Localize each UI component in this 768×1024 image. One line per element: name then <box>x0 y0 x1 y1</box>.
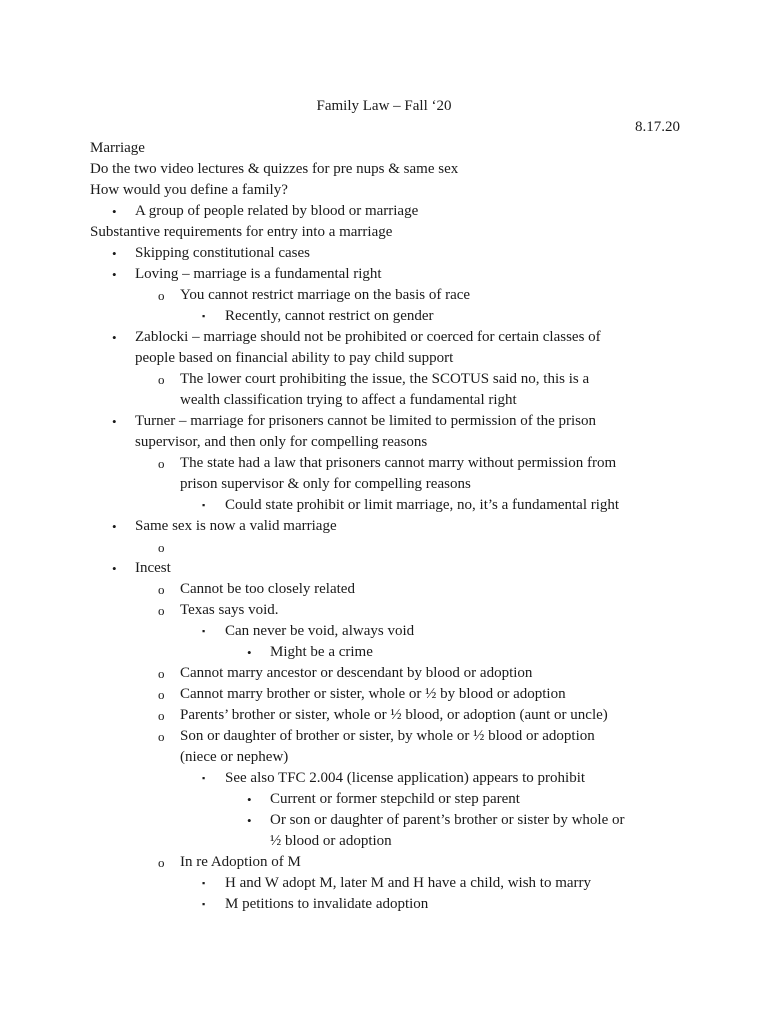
outline-item <box>90 306 680 327</box>
outline-text: Or son or daughter of parent’s brother or sister by whole or <box>270 812 625 828</box>
ring-bullet-icon: o <box>158 687 165 702</box>
outline-text: How would you define a family? <box>90 182 288 198</box>
outline-item <box>90 201 680 222</box>
dot-bullet-icon: • <box>112 204 117 219</box>
ring-bullet-icon: o <box>158 666 165 681</box>
outline-text: Can never be void, always void <box>225 623 415 639</box>
outline-item <box>90 558 680 579</box>
outline-text-continuation: wealth classification trying to affect a fundamental right <box>180 392 517 408</box>
outline-item <box>90 705 680 726</box>
outline-item <box>90 894 680 915</box>
outline-text: Skipping constitutional cases <box>135 245 310 261</box>
ring-bullet-icon: o <box>158 540 165 555</box>
outline-text: Current or former stepchild or step parent <box>270 791 520 807</box>
outline-text: The lower court prohibiting the issue, the SCOTUS said no, this is a <box>180 371 590 387</box>
outline-item <box>90 537 680 558</box>
dot-bullet-icon: • <box>112 246 117 261</box>
outline-text: Cannot marry ancestor or descendant by blood or adoption <box>180 665 533 681</box>
outline-text: Marriage <box>90 140 145 156</box>
dot-bullet-icon: • <box>247 813 252 828</box>
dot-bullet-icon: • <box>247 645 252 660</box>
dot-bullet-icon: • <box>112 414 117 429</box>
square-bullet-icon: ▪ <box>202 899 206 909</box>
outline-item <box>90 642 680 663</box>
outline-item <box>90 621 680 642</box>
ring-bullet-icon: o <box>158 729 165 744</box>
outline-text-continuation: ½ blood or adoption <box>270 833 392 849</box>
outline-text: Parents’ brother or sister, whole or ½ blood, or adoption (aunt or uncle) <box>180 707 608 723</box>
heading-line <box>90 159 680 180</box>
outline-item <box>90 600 680 621</box>
outline-text: M petitions to invalidate adoption <box>225 896 429 912</box>
outline-text: Substantive requirements for entry into a marriage <box>90 224 393 240</box>
outline-text: Recently, cannot restrict on gender <box>225 308 434 324</box>
outline-text: Loving – marriage is a fundamental right <box>135 266 382 282</box>
square-bullet-icon: ▪ <box>202 626 206 636</box>
dot-bullet-icon: • <box>112 561 117 576</box>
outline-item <box>90 789 680 810</box>
ring-bullet-icon: o <box>158 603 165 618</box>
document-date: 8.17.20 <box>635 119 680 135</box>
document-title: Family Law – Fall ‘20 <box>316 98 452 114</box>
outline-item <box>90 285 680 306</box>
outline-text: Zablocki – marriage should not be prohibited or coerced for certain classes of <box>135 329 601 345</box>
notes-body <box>90 138 680 915</box>
dot-bullet-icon: • <box>112 267 117 282</box>
dot-bullet-icon: • <box>112 330 117 345</box>
ring-bullet-icon: o <box>158 582 165 597</box>
outline-item <box>90 768 680 789</box>
outline-text: See also TFC 2.004 (license application) appears to prohibit <box>225 770 586 786</box>
ring-bullet-icon: o <box>158 288 165 303</box>
outline-text: The state had a law that prisoners cannot marry without permission from <box>180 455 617 471</box>
outline-item <box>90 663 680 684</box>
outline-item <box>90 369 680 411</box>
heading-line <box>90 222 680 243</box>
outline-text: Texas says void. <box>180 602 279 618</box>
outline-text-continuation: (niece or nephew) <box>180 749 289 765</box>
outline-text: Might be a crime <box>270 644 373 660</box>
heading-line <box>90 138 680 159</box>
outline-item <box>90 852 680 873</box>
outline-item <box>90 516 680 537</box>
outline-text: H and W adopt M, later M and H have a child, wish to marry <box>225 875 592 891</box>
ring-bullet-icon: o <box>158 456 165 471</box>
outline-text-continuation: prison supervisor & only for compelling reasons <box>180 476 471 492</box>
dot-bullet-icon: • <box>247 792 252 807</box>
outline-text: Cannot marry brother or sister, whole or ½ by blood or adoption <box>180 686 566 702</box>
heading-line <box>90 180 680 201</box>
outline-item <box>90 453 680 495</box>
outline-item <box>90 243 680 264</box>
outline-text: In re Adoption of M <box>180 854 301 870</box>
outline-text: Incest <box>135 560 171 576</box>
outline-text: Same sex is now a valid marriage <box>135 518 337 534</box>
square-bullet-icon: ▪ <box>202 500 206 510</box>
outline-text-continuation: people based on financial ability to pay child support <box>135 350 454 366</box>
outline-text: Son or daughter of brother or sister, by whole or ½ blood or adoption <box>180 728 595 744</box>
ring-bullet-icon: o <box>158 855 165 870</box>
outline-text: Do the two video lectures & quizzes for pre nups & same sex <box>90 161 459 177</box>
ring-bullet-icon: o <box>158 708 165 723</box>
outline-text-continuation: supervisor, and then only for compelling reasons <box>135 434 428 450</box>
outline-item <box>90 810 680 852</box>
outline-text: You cannot restrict marriage on the basis of race <box>180 287 471 303</box>
outline-text: Could state prohibit or limit marriage, no, it’s a fundamental right <box>225 497 620 513</box>
ring-bullet-icon: o <box>158 372 165 387</box>
square-bullet-icon: ▪ <box>202 773 206 783</box>
outline-item <box>90 264 680 285</box>
outline-item <box>90 726 680 768</box>
square-bullet-icon: ▪ <box>202 878 206 888</box>
outline-item <box>90 579 680 600</box>
outline-text: A group of people related by blood or marriage <box>135 203 419 219</box>
outline-item <box>90 873 680 894</box>
outline-item <box>90 684 680 705</box>
outline-text: Cannot be too closely related <box>180 581 355 597</box>
outline-item <box>90 327 680 369</box>
outline-item <box>90 411 680 453</box>
dot-bullet-icon: • <box>112 519 117 534</box>
outline-text: Turner – marriage for prisoners cannot be limited to permission of the prison <box>135 413 597 429</box>
outline-item <box>90 495 680 516</box>
square-bullet-icon: ▪ <box>202 311 206 321</box>
